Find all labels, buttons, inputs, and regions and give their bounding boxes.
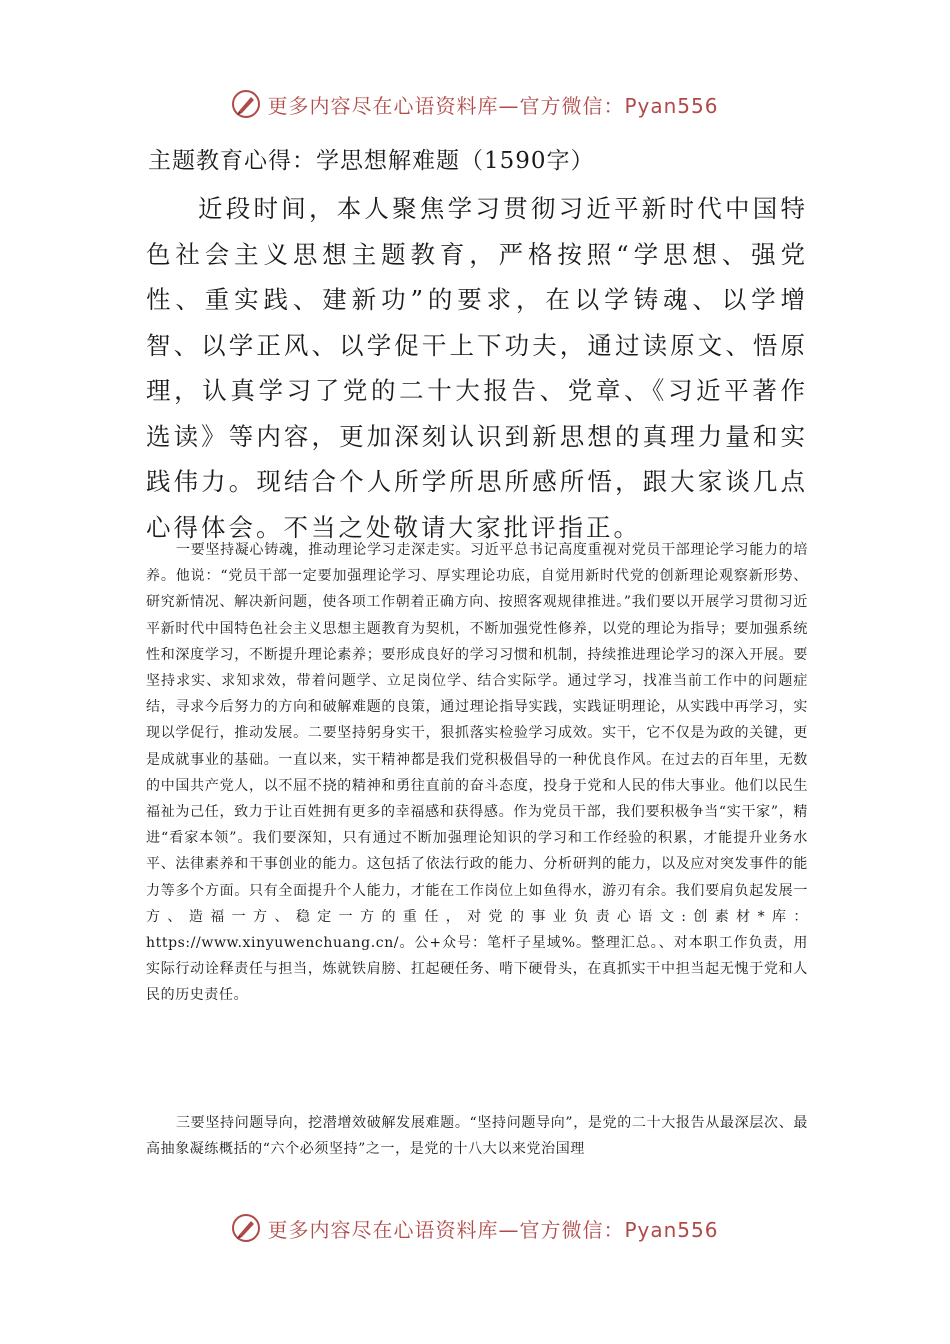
pen-feather-icon — [231, 89, 261, 119]
intro-paragraph: 近段时间，本人聚焦学习贯彻习近平新时代中国特色社会主义思想主题教育，严格按照“学思想、强党性、重实践、建新功”的要求，在以学铸魂、以学增智、以学正风、以学促干上下功夫，通过读原文、悟原理，认真学习了党的二十大报告、党章、《习近平著作选读》等内容，更加深刻认识到新思想的真理力量和实践伟力。现结合个人所学所思所感所悟，跟大家谈几点心得体会。不当之处敬请大家批评指正。 — [146, 194, 808, 542]
page-title: 主题教育心得：学思想解难题（1590字） — [148, 148, 595, 174]
banner-text: 更多内容尽在心语资料库—官方微信：Pyan556 — [267, 93, 719, 118]
body-paragraph-1: 一要坚持凝心铸魂，推动理论学习走深走实。习近平总书记高度重视对党员干部理论学习能力的培养。他说：“党员干部一定要加强理论学习、厚实理论功底，自觉用新时代党的创新理论观察新形势、研究新情况、解决新问题，使各项工作朝着正确方向、按照客观规律推进。”我们要以开展学习贯彻习近平新时代中国特色社会主义思想主题教育为契机，不断加强党性修养，以党的理论为指导；要加强系统性和深度学习，不断提升理论素养；要形成良好的学习习惯和机制，持续推进理论学习的深入开展。要坚持求实、求知求效，带着问题学、立足岗位学、结合实际学。通过学习，找准当前工作中的问题症结，寻求今后努力的方向和破解难题的良策，通过理论指导实践，实践证明理论，从实践中再学习，实现以学促行，推动发展。二要坚持躬身实干，狠抓落实检验学习成效。实干，它不仅是为政的关键，更是成就事业的基础。一直以来，实干精神都是我们党积极倡导的一种优良作风。在过去的百年里，无数的中国共产党人，以不屈不挠的精神和勇往直前的奋斗态度，投身于党和人民的伟大事业。他们以民生福祉为己任，致力于让百姓拥有更多的幸福感和获得感。作为党员干部，我们要积极争当“实干家”，精进“看家本领”。我们要深知，只有通过不断加强理论知识的学习和工作经验的积累，才能提升业务水平、法律素养和干事创业的能力。这包括了依法行政的能力、分析研判的能力，以及应对突发事件的能力等多个方面。只有全面提升个人能力，才能在工作岗位上如鱼得水，游刃有余。我们要肩负起发展一方、造福一方、稳定一方的重任，对党的事业负责心语文:创素材*库：https://www.xinyuwenchuang.cn/。公+众号：笔杆子星域%。整理汇总。、对本职工作负责，用实际行动诠释责任与担当，炼就铁肩膀、扛起硬任务、啃下硬骨头，在真抓实干中担当起无愧于党和人民的历史责任。 — [146, 542, 808, 1004]
banner-text: 更多内容尽在心语资料库—官方微信：Pyan556 — [267, 1217, 719, 1242]
footer-banner — [0, 1208, 950, 1248]
header-banner — [0, 84, 950, 124]
pen-feather-icon — [231, 1213, 261, 1243]
body-paragraph-2: 三要坚持问题导向，挖潜增效破解发展难题。“坚持问题导向”，是党的二十大报告从最深层次、最高抽象凝练概括的“六个必须坚持”之一，是党的十八大以来党治国理 — [146, 1115, 808, 1158]
